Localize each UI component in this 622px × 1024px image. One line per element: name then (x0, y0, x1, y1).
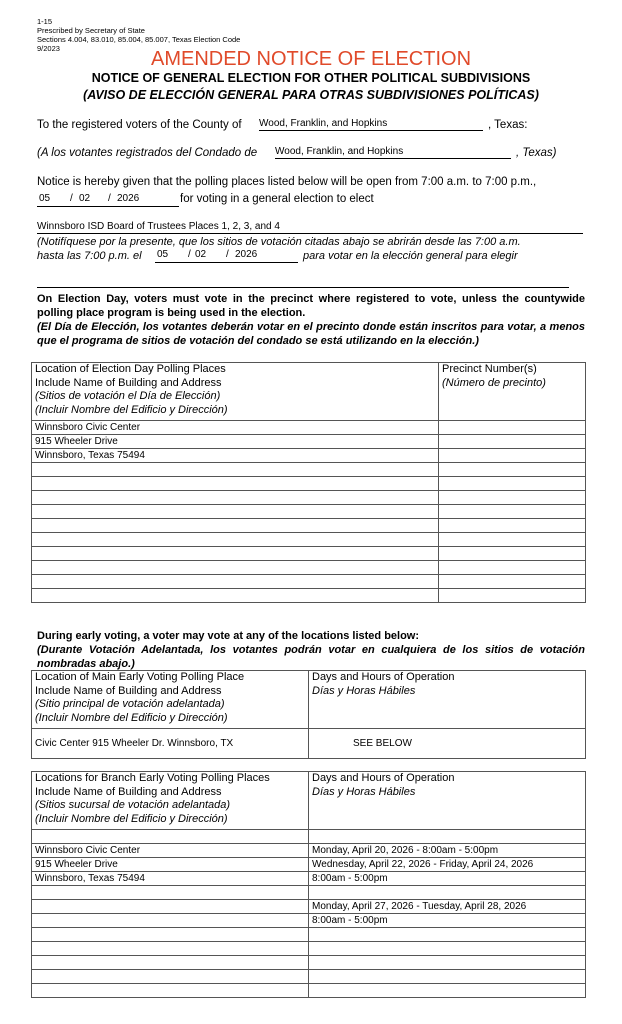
form-number: 1-15 (37, 17, 53, 26)
texas-suffix-es: , Texas) (516, 147, 557, 159)
branch-location-header: Locations for Branch Early Voting Polling Places Include Name of Building and Address (Sitios sucursal de votación adelantada) (Incluir Nombre del Edificio y Dirección) (32, 772, 309, 830)
main-early-hours-header: Days and Hours of Operation Días y Horas Hábiles (309, 671, 586, 729)
branch-early-voting-table (31, 771, 586, 998)
table-row: Winnsboro, Texas 75494 (32, 449, 439, 463)
table-row: 915 Wheeler Drive (32, 435, 439, 449)
divider (37, 287, 569, 288)
election-day-es: (El Día de Elección, los votantes deberán votar en el precinto donde están inscritos para votar, a menos que el programa de sitios de votación del condado se está utilizando en la elección.) (37, 321, 585, 347)
table-row: Monday, April 27, 2026 - Tuesday, April 28, 2026 (309, 900, 586, 914)
table-row: 8:00am - 5:00pm (309, 872, 586, 886)
county-field-es: Wood, Franklin, and Hopkins (275, 146, 511, 159)
title-spanish: (AVISO DE ELECCIÓN GENERAL PARA OTRAS SUBDIVISIONES POLÍTICAS) (83, 88, 539, 102)
table-row: Winnsboro Civic Center (32, 844, 309, 858)
table-row: Monday, April 20, 2026 - 8:00am - 5:00pm (309, 844, 586, 858)
notice-es-line1: (Notifíquese por la presente, que los sitios de votación citadas abajo se abrirán desde las 7:00 a.m. (37, 236, 521, 248)
table-row: Winnsboro Civic Center (32, 421, 439, 435)
notice-en-suffix: for voting in a general election to elect (180, 193, 374, 205)
table-row: Winnsboro, Texas 75494 (32, 872, 309, 886)
precinct-header: Precinct Number(s) (Número de precinto) (439, 363, 586, 421)
main-early-voting-table (31, 670, 586, 759)
election-date-field: 05 / 02 / 2026 (37, 193, 179, 207)
title-english: NOTICE OF GENERAL ELECTION FOR OTHER POLITICAL SUBDIVISIONS (91, 71, 531, 85)
elect-field: Winnsboro ISD Board of Trustees Places 1, 2, 3, and 4 (37, 220, 583, 234)
election-day-en: On Election Day, voters must vote in the precinct where registered to vote, unless the countywide polling place program is being used in the election. (37, 293, 585, 319)
amended-title: AMENDED NOTICE OF ELECTION (150, 48, 472, 70)
notice-es-line2-suffix: para votar en la elección general para elegir (303, 250, 518, 262)
voters-line-en: To the registered voters of the County of (37, 119, 242, 131)
texas-suffix-en: , Texas: (488, 119, 528, 131)
branch-hours-header: Days and Hours of Operation Días y Horas Hábiles (309, 772, 586, 830)
main-early-location: Civic Center 915 Wheeler Dr. Winnsboro, TX (32, 729, 309, 759)
early-voting-en: During early voting, a voter may vote at any of the locations listed below: (37, 630, 420, 642)
election-day-table (31, 362, 586, 603)
form-date: 9/2023 (37, 44, 60, 53)
table-row: 8:00am - 5:00pm (309, 914, 586, 928)
main-early-hours: SEE BELOW (309, 729, 586, 759)
election-date-field-es: 05 / 02 / 2026 (155, 249, 298, 263)
table-row (309, 886, 586, 900)
county-field-en: Wood, Franklin, and Hopkins (259, 118, 483, 131)
table-row (32, 914, 309, 928)
table-row (32, 886, 309, 900)
table-row: 915 Wheeler Drive (32, 858, 309, 872)
table-row (32, 900, 309, 914)
voters-line-es: (A los votantes registrados del Condado de (37, 147, 258, 159)
prescribed-by: Prescribed by Secretary of State (37, 26, 145, 35)
sections: Sections 4.004, 83.010, 85.004, 85.007, Texas Election Code (37, 35, 241, 44)
election-day-location-header: Location of Election Day Polling Places Include Name of Building and Address (Sitios de votación el Día de Elección) (Incluir Nombre del Edificio y Dirección) (32, 363, 439, 421)
main-early-location-header: Location of Main Early Voting Polling Place Include Name of Building and Address (Sitio principal de votación adelantada) (Incluir Nombre del Edificio y Dirección) (32, 671, 309, 729)
early-voting-es: (Durante Votación Adelantada, los votantes podrán votar en cualquiera de los sitios de votación nombradas abajo.) (37, 644, 585, 670)
notice-en: Notice is hereby given that the polling places listed below will be open from 7:00 a.m. to 7:00 p.m., (37, 176, 537, 188)
table-row: Wednesday, April 22, 2026 - Friday, April 24, 2026 (309, 858, 586, 872)
notice-es-line2-prefix: hasta las 7:00 p.m. el (37, 250, 142, 262)
